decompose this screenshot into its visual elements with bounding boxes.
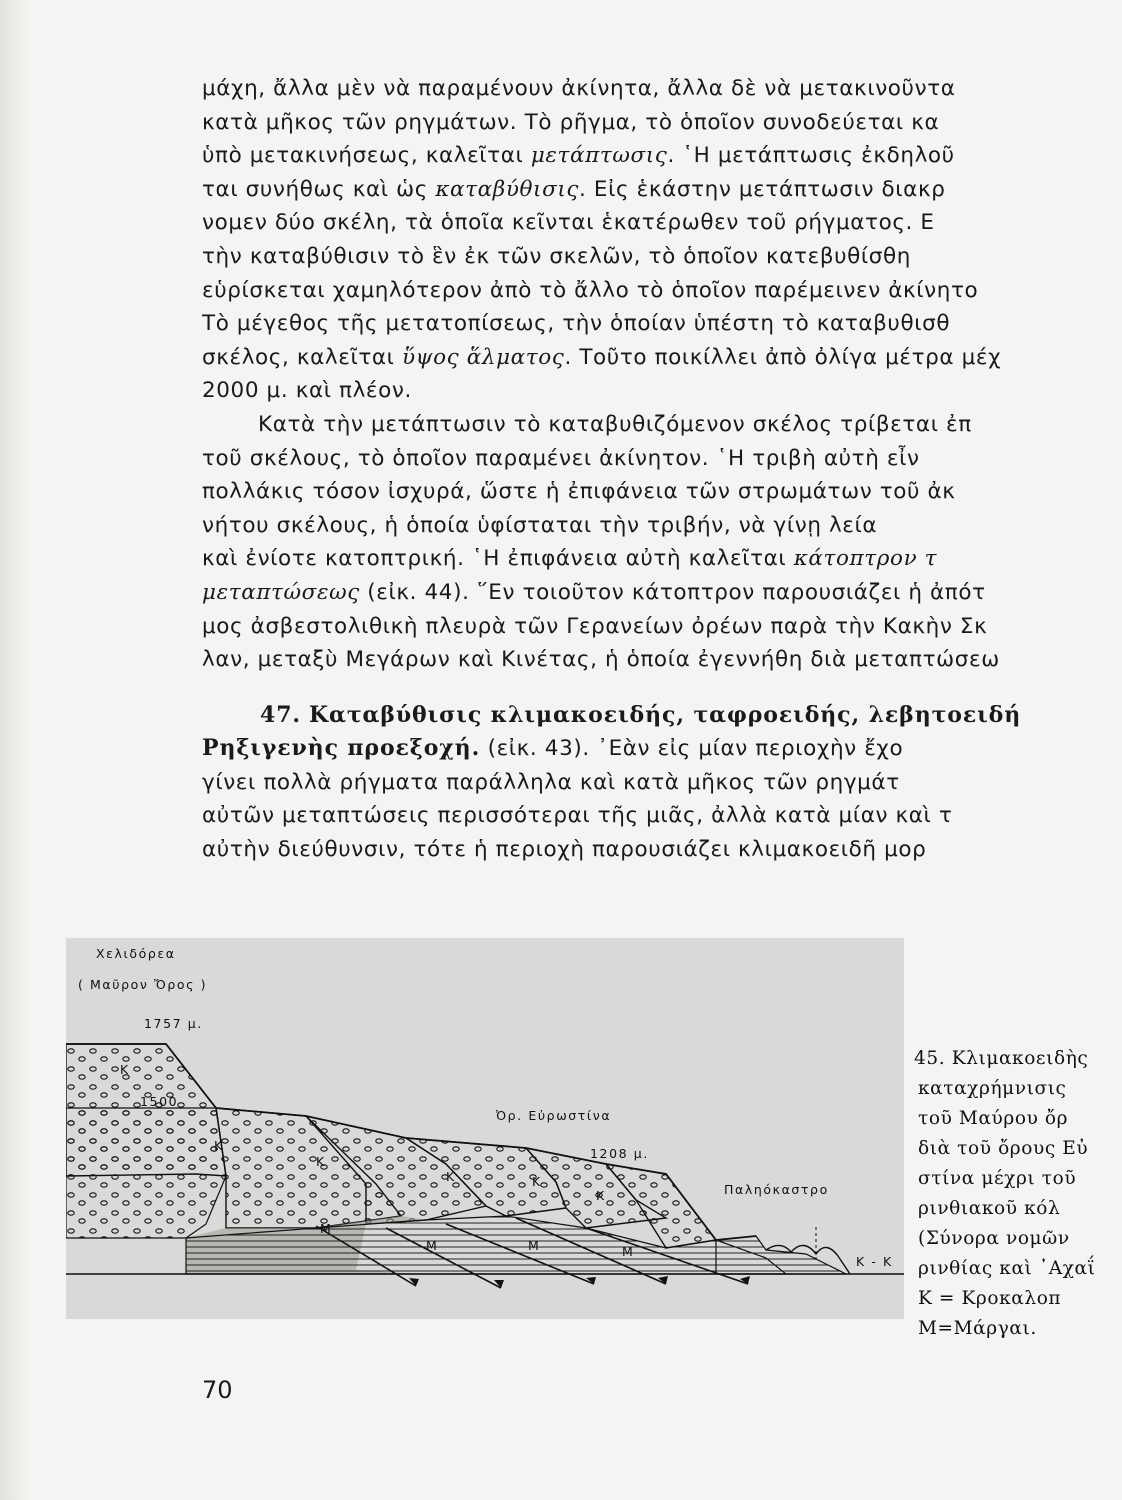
text-span: σκέλος, καλεῖται bbox=[202, 344, 402, 370]
peak-alt-name-label: ( Μαῦρον Ὄρος ) bbox=[78, 977, 208, 992]
text-line: λαν, μεταξὺ Μεγάρων καὶ Κινέτας, ἡ ὁποία ἐγεννήθη διὰ μεταπτώσεω bbox=[202, 647, 1000, 673]
text-line: γίνει πολλὰ ρήγματα παράλληλα καὶ κατὰ μῆκος τῶν ρηγμάτ bbox=[202, 769, 900, 795]
caption-line: (Σύνορα νομῶν bbox=[918, 1228, 1070, 1249]
section-heading-line bbox=[202, 732, 1122, 766]
text-line: Κατὰ τὴν μετάπτωσιν τὸ καταβυθιζόμενον σκέλος τρίβεται ἐπ bbox=[258, 411, 972, 437]
cross-section-diagram bbox=[66, 938, 904, 1319]
text-span: . Τοῦτο ποικίλλει ἀπὸ ὀλίγα μέτρα μέχ bbox=[564, 344, 1002, 370]
conglomerate-block-2 bbox=[66, 1108, 226, 1238]
text-line: μάχη, ἄλλα μὲν νὰ παραμένουν ἀκίνητα, ἄλλα δὲ νὰ μετακινοῦντα bbox=[202, 76, 956, 101]
text-line bbox=[202, 576, 1122, 610]
section-number: 47. bbox=[260, 701, 301, 728]
k-label: K bbox=[532, 1174, 542, 1189]
k-label: K bbox=[596, 1188, 606, 1203]
caption-number: 45. bbox=[914, 1048, 946, 1069]
italic-term: μεταπτώσεως bbox=[202, 579, 360, 605]
text-line: αὐτῶν μεταπτώσεις περισσότεραι τῆς μιᾶς, ἀλλὰ κατὰ μίαν καὶ τ bbox=[202, 803, 953, 829]
peak-height-label: 1757 μ. bbox=[144, 1016, 203, 1031]
caption-line: Μ=Μάργαι. bbox=[918, 1318, 1037, 1339]
text-line: πολλάκις τόσον ἰσχυρά, ὥστε ἡ ἐπιφάνεια τῶν στρωμάτων τοῦ ἀκ bbox=[202, 479, 956, 505]
k-label: K bbox=[120, 1062, 130, 1077]
italic-term: κάτοπτρον τ bbox=[793, 546, 938, 572]
caption-line: καταχρήμνισις bbox=[918, 1078, 1067, 1099]
m-label: M bbox=[320, 1221, 333, 1236]
text-line: νομεν δύο σκέλη, τὰ ὁποῖα κεῖνται ἑκατέρωθεν τοῦ ρήγματος. Ε bbox=[202, 210, 935, 236]
caption-line: ρινθιακοῦ κόλ bbox=[918, 1198, 1061, 1219]
caption-line: στίνα μέχρι τοῦ bbox=[918, 1168, 1077, 1189]
section-title: Καταβύθισις κλιμακοειδής, ταφροειδής, λεβητοειδή bbox=[308, 701, 1022, 728]
page-number: 70 bbox=[202, 1376, 233, 1404]
text-line bbox=[202, 341, 1122, 375]
text-line: τὴν καταβύθισιν τὸ ἓν ἐκ τῶν σκελῶν, τὸ ὁποῖον κατεβυθίσθη bbox=[202, 243, 912, 269]
text-span: (εἰκ. 43). ᾿Εὰν εἰς μίαν περιοχὴν ἔχο bbox=[480, 736, 904, 762]
text-line bbox=[202, 173, 1122, 207]
text-span: . Εἰς ἑκάστην μετάπτωσιν διακρ bbox=[579, 176, 946, 202]
caption-line: τοῦ Μαύρου ὄρ bbox=[918, 1108, 1069, 1129]
site-name-label: Παληόκαστρο bbox=[724, 1182, 829, 1197]
text-span: καὶ ἐνίοτε κατοπτρική. ῾Η ἐπιφάνεια αὐτὴ καλεῖται bbox=[202, 546, 794, 572]
peak-name-label: Χελιδόρεα bbox=[96, 946, 176, 961]
figure-caption bbox=[914, 1044, 1122, 1344]
italic-term: μετάπτωσις bbox=[530, 143, 668, 169]
m-label: M bbox=[426, 1238, 439, 1253]
contour-1500-label: 1500 bbox=[140, 1094, 179, 1109]
m-label: M bbox=[528, 1238, 541, 1253]
geologic-cross-section-figure bbox=[66, 938, 904, 1319]
text-line: Τὸ μέγεθος τῆς μετατοπίσεως, τὴν ὁποίαν ὑπέστη τὸ καταβυθισθ bbox=[202, 311, 951, 337]
coast-label: Κ - Κ bbox=[856, 1254, 893, 1269]
body-text bbox=[202, 72, 1122, 867]
caption-line bbox=[914, 1044, 1122, 1074]
mountain-name-label: Ὀρ. Εὐρωστίνα bbox=[496, 1108, 612, 1123]
text-line: νήτου σκέλους, ἡ ὁποία ὑφίσταται τὴν τριβήν, νὰ γίνῃ λεία bbox=[202, 512, 878, 538]
section-title: Ρηξιγενὴς προεξοχή. bbox=[202, 735, 481, 762]
text-line: τοῦ σκέλους, τὸ ὁποῖον παραμένει ἀκίνητον. ῾Η τριβὴ αὐτὴ εἶν bbox=[202, 445, 920, 471]
k-label: K bbox=[316, 1154, 326, 1169]
page-edge-shadow bbox=[0, 0, 30, 1500]
k-label: K bbox=[214, 1138, 224, 1153]
spacer bbox=[202, 677, 1122, 699]
text-span: ται συνήθως καὶ ὡς bbox=[202, 176, 436, 202]
caption-line: ρινθίας καὶ ᾿Αχαΐ bbox=[918, 1258, 1096, 1279]
text-line: αὐτὴν διεύθυνσιν, τότε ἡ περιοχὴ παρουσιάζει κλιμακοειδῆ μορ bbox=[202, 837, 927, 863]
m-label: M bbox=[622, 1244, 635, 1259]
italic-term: ὕψος ἅλματος bbox=[401, 344, 565, 370]
text-line: κατὰ μῆκος τῶν ρηγμάτων. Τὸ ρῆγμα, τὸ ὁποῖον συνοδεύεται κα bbox=[202, 109, 940, 135]
mountain-height-label: 1208 μ. bbox=[590, 1146, 649, 1161]
italic-term: καταβύθισις bbox=[435, 176, 580, 202]
k-label: K bbox=[446, 1169, 456, 1184]
text-line bbox=[202, 139, 1122, 173]
text-span: . ῾Η μετάπτωσις ἐκδηλοῦ bbox=[667, 143, 955, 169]
caption-text: Κλιμακοειδὴς bbox=[951, 1048, 1089, 1069]
text-span: (εἰκ. 44). ῞Εν τοιοῦτον κάτοπτρον παρουσιάζει ἡ ἀπότ bbox=[359, 579, 986, 605]
text-line: 2000 μ. καὶ πλέον. bbox=[202, 378, 412, 404]
caption-line: διὰ τοῦ ὄρους Εὐ bbox=[918, 1138, 1089, 1159]
text-span: ὑπὸ μετακινήσεως, καλεῖται bbox=[202, 143, 531, 169]
section-heading-line bbox=[202, 699, 1122, 733]
text-line bbox=[202, 542, 1122, 576]
text-line: εὑρίσκεται χαμηλότερον ἀπὸ τὸ ἄλλο τὸ ὁποῖον παρέμεινεν ἀκίνητο bbox=[202, 277, 979, 303]
caption-line: Κ = Κροκαλοπ bbox=[918, 1288, 1062, 1309]
text-line: μος ἀσβεστολιθικὴ πλευρὰ τῶν Γερανείων ὀρέων παρὰ τὴν Κακὴν Σκ bbox=[202, 613, 988, 639]
